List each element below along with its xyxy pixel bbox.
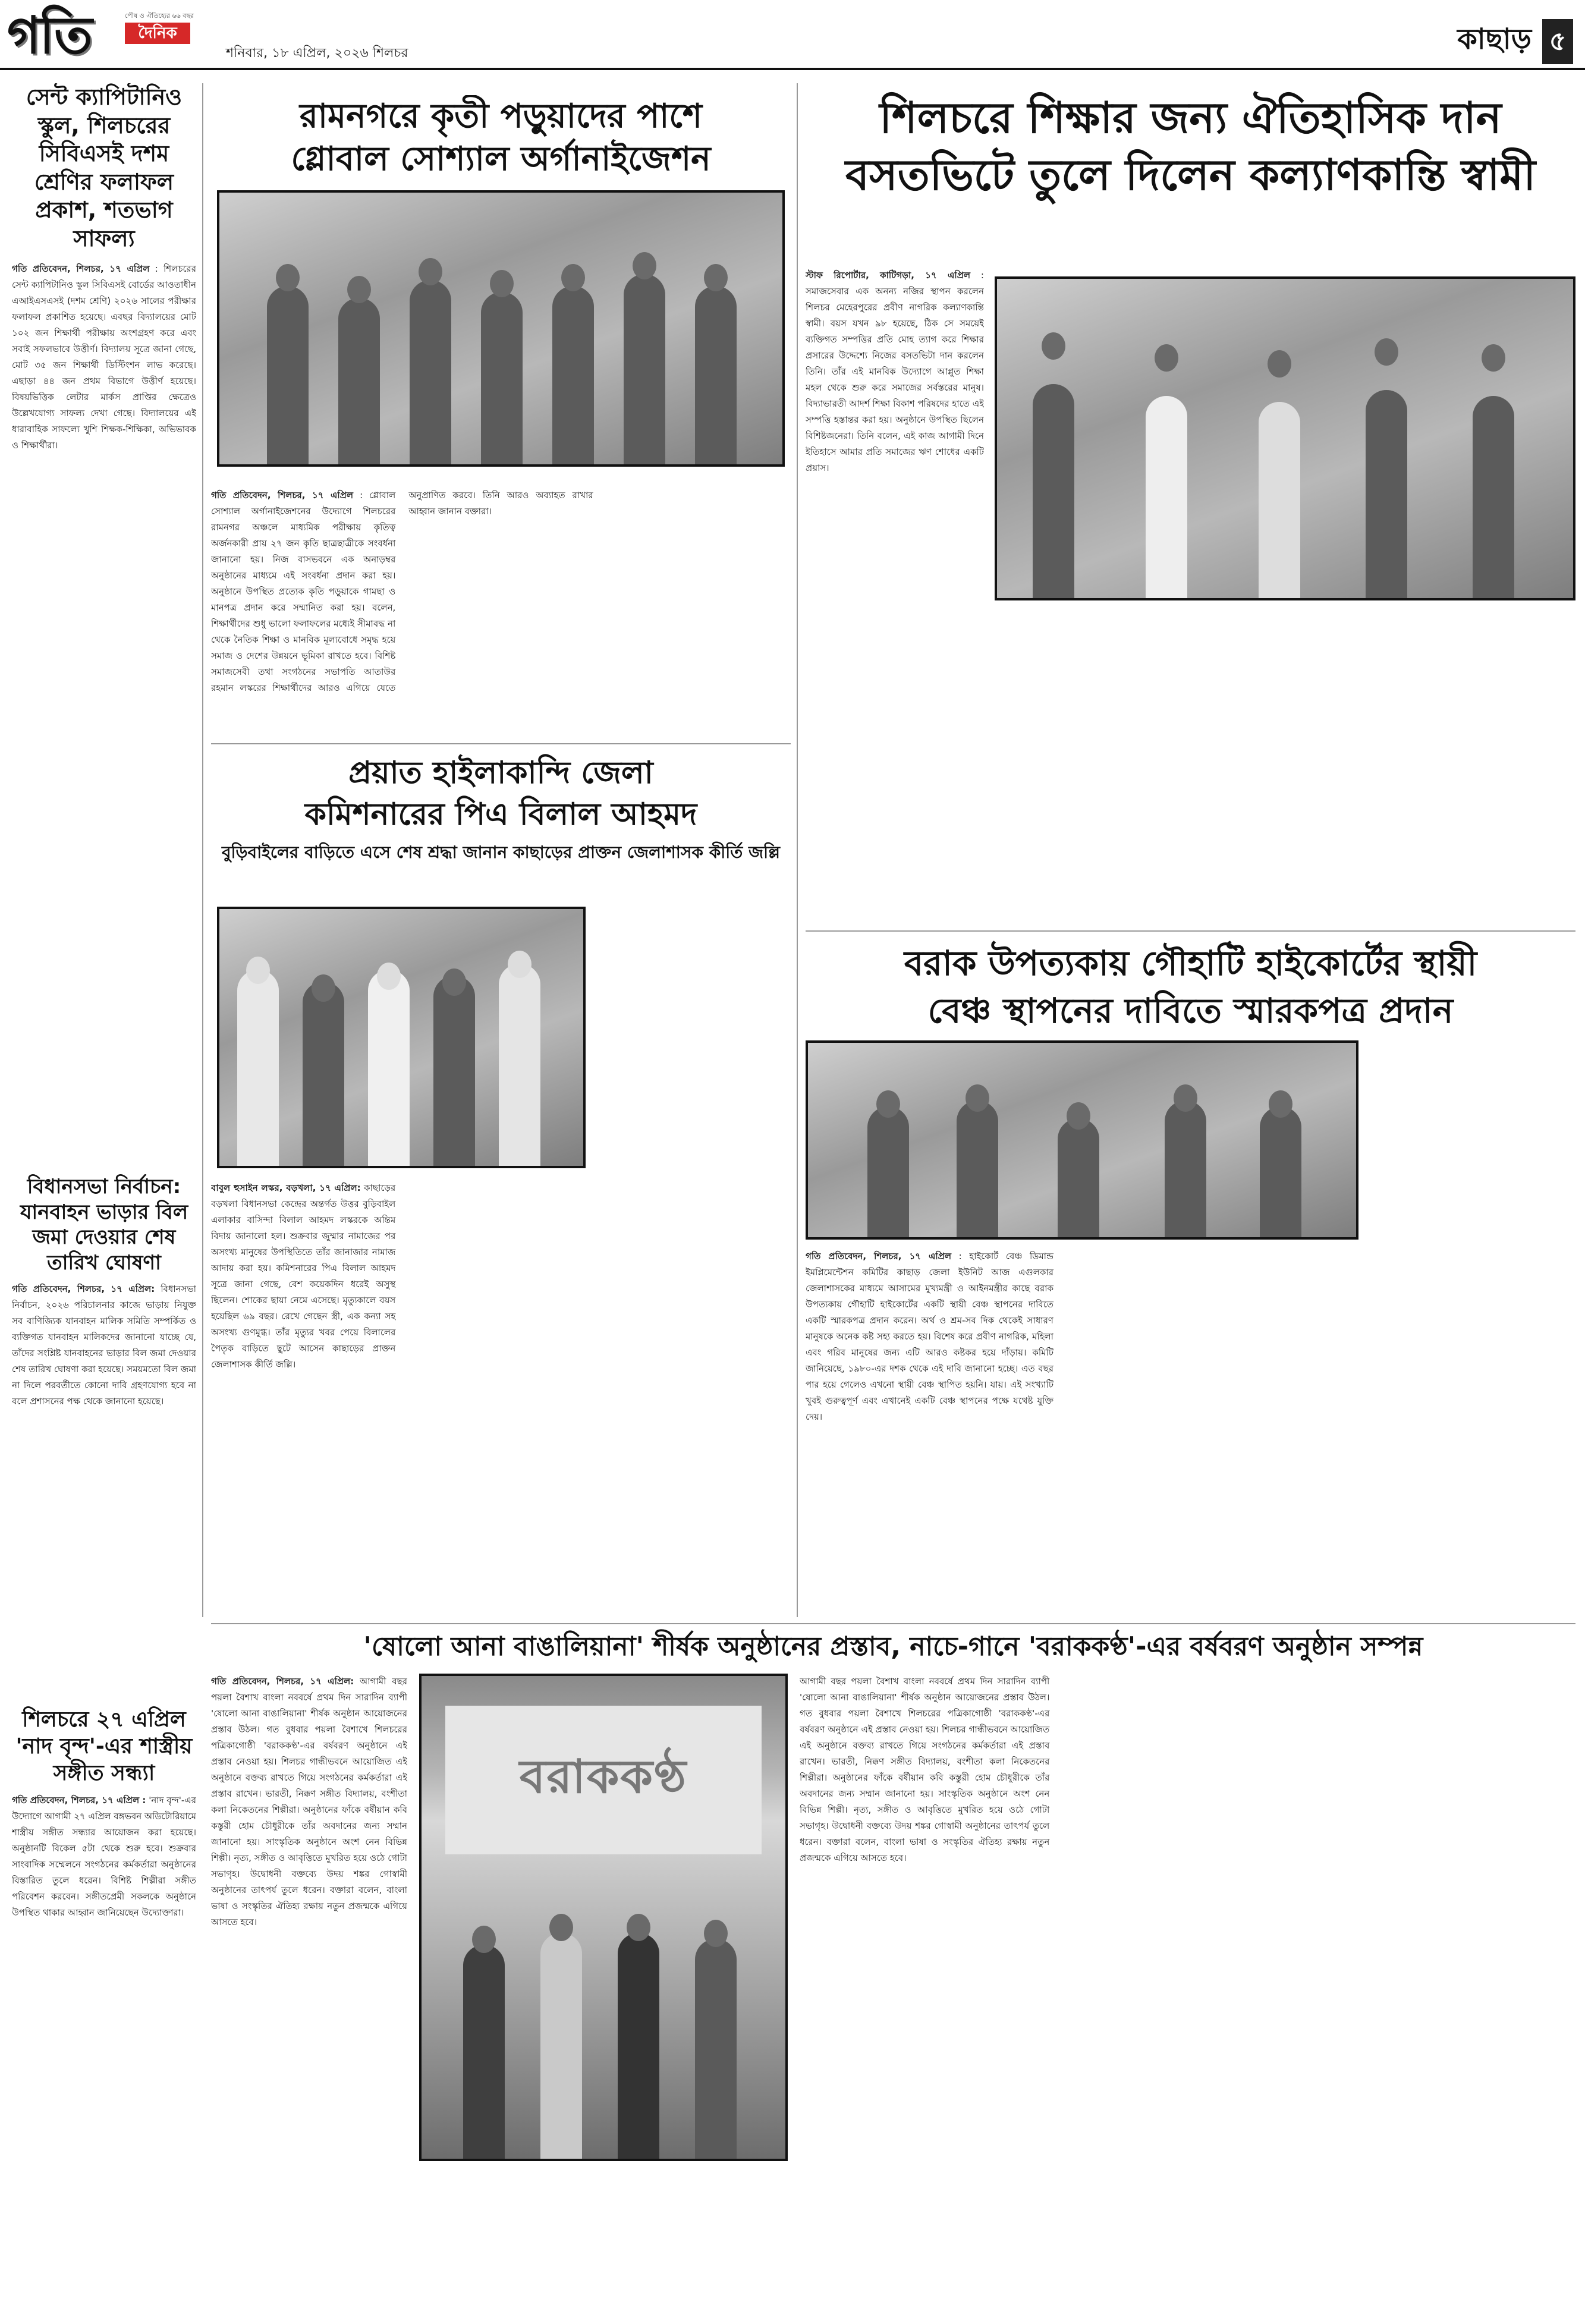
article-highcourt <box>806 939 1575 1617</box>
article-text: 'নাদ বৃন্দ'-এর উদ্যোগে আগামী ২৭ এপ্রিল বঙ্গভবন অডিটোরিয়ামে শাস্ত্রীয় সঙ্গীত সন্ধ্যার আয়োজন করা হয়েছে। অনুষ্ঠানটি বিকেল ৫টা থেকে শুরু হবে। শুক্রবার সাংবাদিক সম্মেলনে সংগঠনের কর্মকর্তারা অনুষ্ঠানের বিস্তারিত তুলে ধরেন। বিশিষ্ট শিল্পীরা সঙ্গীত পরিবেশন করবেন। সঙ্গীতপ্রেমী সকলকে অনুষ্ঠানে উপস্থিত থাকার আহ্বান জানিয়েছেন উদ্যোক্তারা। <box>12 1795 196 1918</box>
article-text: আগামী বছর পয়লা বৈশাখ বাংলা নববর্ষে প্রথম দিন সারাদিন ব্যাপী 'ষোলো আনা বাঙালিয়ানা' শীর্ষক অনুষ্ঠান আয়োজনের প্রস্তাব উঠল। গত বুধবার পয়লা বৈশাখে শিলচরের পত্রিকাগোষ্ঠী 'বরাককণ্ঠ'-এর বর্ষবরণ অনুষ্ঠানে এই প্রস্তাব নেওয়া হয়। শিলচর গান্ধীভবনে আয়োজিত এই অনুষ্ঠানে বক্তব্য রাখতে গিয়ে সংগঠনের কর্মকর্তারা এই প্রস্তাব রাখেন। ভারতী, নিক্কণ সঙ্গীত বিদ্যালয়, বংশীতা কলা নিকেতনের শিল্পীরা। অনুষ্ঠানের ফাঁকে বর্ষীয়ান কবি কস্তুরী হোম চৌধুরীকে তাঁর অবদানের জন্য সম্মান জানানো হয়। সাংস্কৃতিক অনুষ্ঠানে অংশ নেন বিভিন্ন শিল্পী। নৃত্য, সঙ্গীত ও আবৃত্তিতে মুখরিত হয়ে ওঠে গোটা সভাগৃহ। উদ্বোধনী বক্তব্যে উদয় শঙ্কর গোস্বামী অনুষ্ঠানের তাৎপর্য তুলে ধরেন। বক্তারা বলেন, বাংলা ভাষা ও সংস্কৃতির ঐতিহ্য রক্ষায় নতুন প্রজন্মকে এগিয়ে আসতে হবে। <box>211 1676 407 1927</box>
byline: গতি প্রতিবেদন, শিলচর, ১৭ এপ্রিল <box>12 263 150 274</box>
dateline: শনিবার, ১৮ এপ্রিল, ২০২৬ শিলচর <box>226 46 408 61</box>
section-title: কাছাড় <box>1457 23 1531 56</box>
photo-students-group <box>217 190 785 467</box>
headline-line-2: বসতভিটে তুলে দিলেন কল্যাণকান্তি স্বামী <box>845 150 1536 200</box>
dainik-badge <box>125 12 214 44</box>
masthead <box>0 0 1585 70</box>
article-ramnagar <box>211 95 791 737</box>
badge-tagline: পৌষ ও ঐতিহ্যের ৬৬ বছর <box>125 12 194 20</box>
article-body <box>12 1281 196 1410</box>
byline: বাবুল হুসাইন লস্কর, বড়খলা, ১৭ এপ্রিল: <box>211 1183 361 1193</box>
byline: গতি প্রতিবেদন, শিলচর, ১৭ এপ্রিল <box>806 1251 952 1262</box>
headline-line-2: গ্লোবাল সোশ্যাল অর্গানাইজেশন <box>291 140 711 178</box>
headline: শিলচরে ২৭ এপ্রিল 'নাদ বৃন্দ'-এর শাস্ত্রীয় সঙ্গীত সন্ধ্যা <box>15 1707 193 1785</box>
article-barak-kantha <box>211 1629 1575 2319</box>
column-divider <box>797 83 798 1617</box>
article-body <box>12 261 196 454</box>
article-election <box>12 1174 196 1697</box>
article-text: বিধানসভা নির্বাচন, ২০২৬ পরিচালনার কাজে ভাড়ায় নিযুক্ত সব বাণিজ্যিক যানবাহন মালিক সমিতি সম্পর্কিত ও ব্যক্তিগত যানবাহন মালিকদের জানানো যাচ্ছে যে, তাঁদের সংশ্লিষ্ট যানবাহনের ভাড়ার বিল জমা দেওয়ার শেষ তারিখ ঘোষণা করা হয়েছে। সময়মতো বিল জমা না দিলে পরবর্তীতে কোনো দাবি গ্রহণযোগ্য হবে না বলে প্রশাসনের পক্ষ থেকে জানানো হয়েছে। <box>12 1284 196 1407</box>
section-divider <box>211 743 791 744</box>
newspaper-logo: গতি <box>7 6 92 65</box>
article-donation <box>806 89 1575 927</box>
headline-line-1: বরাক উপত্যকায় গৌহাটি হাইকোর্টের স্থায়ী <box>904 943 1477 983</box>
photo-stage-event <box>419 1674 788 2161</box>
headline: সেন্ট ক্যাপিটানিও স্কুল, শিলচরের সিবিএসই দশম শ্রেণির ফলাফল প্রকাশ, শতভাগ সাফল্য <box>26 84 183 251</box>
section-divider <box>806 930 1575 932</box>
byline: গতি প্রতিবেদন, শিলচর, ১৭ এপ্রিল: <box>12 1284 155 1294</box>
article-body <box>12 1792 196 1921</box>
article-body <box>800 1674 1575 2316</box>
article-body <box>211 488 791 725</box>
article-text: : শিলচরের সেন্ট ক্যাপিটানিও স্কুল সিবিএসই বোর্ডের আওতাধীন এআইএসএসই (দশম শ্রেণি) ২০২৬ সালের পরীক্ষার ফলাফল প্রকাশিত হয়েছে। এবছর বিদ্যালয়ের মোট ১০২ জন শিক্ষার্থী পরীক্ষায় অংশগ্রহণ করে এবং সবাই সফলভাবে উত্তীর্ণ। বিদ্যালয় সূত্রে জানা গেছে, মোট ৩৫ জন শিক্ষার্থী ডিস্টিংশন লাভ করেছে। এছাড়া ৪৪ জন প্রথম বিভাগে উত্তীর্ণ হয়েছে। বিষয়ভিত্তিক লেটার মার্কস প্রাপ্তির ক্ষেত্রেও উল্লেখযোগ্য সাফল্য দেখা গেছে। বিদ্যালয়ের এই ধারাবাহিক সাফল্যে খুশি শিক্ষক-শিক্ষিকা, অভিভাবক ও শিক্ষার্থীরা। <box>12 263 196 451</box>
subheadline: বুড়িবাইলের বাড়িতে এসে শেষ শ্রদ্ধা জানান কাছাড়ের প্রাক্তন জেলাশাসক কীর্তি জল্লি <box>221 842 781 862</box>
byline: গতি প্রতিবেদন, শিলচর, ১৭ এপ্রিল <box>211 490 354 501</box>
section-divider <box>211 1623 1575 1624</box>
article-text: : সমাজসেবার এক অনন্য নজির স্থাপন করলেন শিলচর মেহেরপুরের প্রবীণ নাগরিক কল্যাণকান্তি স্বামী। বয়স যখন ৯৮ হয়েছে, ঠিক সে সময়েই ব্যক্তিগত সম্পত্তির প্রতি মোহ ত্যাগ করে শিক্ষার প্রসারের উদ্দেশ্যে নিজের বসতভিটা দান করলেন তিনি। তাঁর এই মানবিক উদ্যোগে আপ্লুত শিক্ষা মহল থেকে শুরু করে সমাজের সর্বস্তরের মানুষ। বিদ্যাভারতী আদর্শ শিক্ষা বিকাশ পরিষদের হাতে এই সম্পত্তি হস্তান্তর করা হয়। অনুষ্ঠানে উপস্থিত ছিলেন বিশিষ্টজনেরা। তিনি বলেন, এই কাজ আগামী দিনে ইতিহাসে আমার প্রতি সমাজের ঋণ শোধের একটি প্রয়াস। <box>806 270 984 473</box>
article-body-lead <box>806 268 984 791</box>
article-bilal <box>211 752 791 1620</box>
page-number: ৫ <box>1542 19 1573 64</box>
article-body <box>806 1249 1575 1611</box>
photo-mourners <box>217 907 586 1168</box>
article-text: আগামী বছর পয়লা বৈশাখ বাংলা নববর্ষে প্রথম দিন সারাদিন ব্যাপী 'ষোলো আনা বাঙালিয়ানা' শীর্ষক অনুষ্ঠান আয়োজনের প্রস্তাব উঠল। গত বুধবার পয়লা বৈশাখে শিলচরের পত্রিকাগোষ্ঠী 'বরাককণ্ঠ'-এর বর্ষবরণ অনুষ্ঠানে এই প্রস্তাব নেওয়া হয়। শিলচর গান্ধীভবনে আয়োজিত এই অনুষ্ঠানে বক্তব্য রাখতে গিয়ে সংগঠনের কর্মকর্তারা এই প্রস্তাব রাখেন। ভারতী, নিক্কণ সঙ্গীত বিদ্যালয়, বংশীতা কলা নিকেতনের শিল্পীরা। অনুষ্ঠানের ফাঁকে বর্ষীয়ান কবি কস্তুরী হোম চৌধুরীকে তাঁর অবদানের জন্য সম্মান জানানো হয়। সাংস্কৃতিক অনুষ্ঠানে অংশ নেন বিভিন্ন শিল্পী। নৃত্য, সঙ্গীত ও আবৃত্তিতে মুখরিত হয়ে ওঠে গোটা সভাগৃহ। উদ্বোধনী বক্তব্যে উদয় শঙ্কর গোস্বামী অনুষ্ঠানের তাৎপর্য তুলে ধরেন। বক্তারা বলেন, বাংলা ভাষা ও সংস্কৃতির ঐতিহ্য রক্ষায় নতুন প্রজন্মকে এগিয়ে আসতে হবে। <box>800 1676 1050 1863</box>
article-cbse <box>12 83 196 1165</box>
article-body-lead <box>211 1674 407 2316</box>
article-nad-brinda <box>12 1706 196 2319</box>
headline: বিধানসভা নির্বাচন: যানবাহন ভাড়ার বিল জমা দেওয়ার শেষ তারিখ ঘোষণা <box>20 1175 188 1275</box>
stage-banner <box>445 1706 762 1854</box>
article-text: : হাইকোর্ট বেঞ্চ ডিমান্ড ইমপ্লিমেন্টেশন কমিটির কাছাড় জেলা ইউনিট আজ এগুলকার জেলাশাসকের মাধ্যমে আসামের মুখ্যমন্ত্রী ও আইনমন্ত্রীর কাছে বরাক উপত্যকায় গৌহাটি হাইকোর্টের একটি স্থায়ী বেঞ্চ স্থাপনের দাবিতে একটি স্মারকপত্র প্রদান করেন। অর্থ ও শ্রম-সব দিক থেকেই সাধারণ মানুষকে অনেক কষ্ট সহ্য করতে হয়। বিশেষ করে প্রবীণ নাগরিক, মহিলা এবং গরিব মানুষের জন্য এটি আরও কষ্টকর হয়ে দাঁড়ায়। কমিটি জানিয়েছে, ১৯৮০-এর দশক থেকে এই দাবি জানানো হচ্ছে। এত বছর পার হয়ে গেলেও এখনো স্থায়ী বেঞ্চ স্থাপিত হয়নি। যায়। এই সংখ্যাটি খুবই গুরুত্বপূর্ণ এবং এখানেই একটি বেঞ্চ স্থাপনের পক্ষে যথেষ্ট যুক্তি দেয়। <box>806 1251 1053 1422</box>
badge-label: দৈনিক <box>125 23 190 44</box>
column-divider <box>202 83 203 1617</box>
headline: 'ষোলো আনা বাঙালিয়ানা' শীর্ষক অনুষ্ঠানের প্রস্তাব, নাচে-গানে 'বরাককণ্ঠ'-এর বর্ষবরণ অনুষ্ঠান সম্পন্ন <box>363 1631 1423 1662</box>
headline-line-1: শিলচরে শিক্ষার জন্য ঐতিহাসিক দান <box>879 93 1502 143</box>
article-text: : গ্লোবাল সোশ্যাল অর্গানাইজেশনের উদ্যোগে শিলচরের রামনগর অঞ্চলে মাধ্যমিক পরীক্ষায় কৃতিত্ব অর্জনকারী প্রায় ২৭ জন কৃতি ছাত্রছাত্রীকে সংবর্ধনা জানানো হয়। নিজ বাসভবনে এক অনাড়ম্বর অনুষ্ঠানের মাধ্যমে এই সংবর্ধনা প্রদান করা হয়। অনুষ্ঠানে উপস্থিত প্রত্যেক কৃতি পড়ুয়াকে গামছা ও মানপত্র প্রদান করে সম্মানিত করা হয়। বলেন, শিক্ষার্থীদের শুধু ভালো ফলাফলের মধ্যেই সীমাবদ্ধ না থেকে নৈতিক শিক্ষা ও মানবিক মূল্যবোধে সমৃদ্ধ হয়ে সমাজ ও দেশের উন্নয়নে ভূমিকা রাখতে হবে। বিশিষ্ট সমাজসেবী তথা সংগঠনের সভাপতি আতাউর রহমান লস্করের শিক্ষার্থীদের আরও এগিয়ে যেতে অনুপ্রাণিত করবে। তিনি আরও অব্যাহত রাখার আহ্বান জানান বক্তারা। <box>211 490 593 693</box>
headline-line-2: কমিশনারের পিএ বিলাল আহমদ <box>304 797 697 832</box>
headline-line-1: রামনগরে কৃতী পড়ুয়াদের পাশে <box>299 97 703 136</box>
article-body <box>211 1180 791 1608</box>
byline: গতি প্রতিবেদন, শিলচর, ১৭ এপ্রিল : <box>12 1795 146 1806</box>
headline-line-1: প্রয়াত হাইলাকান্দি জেলা <box>348 755 653 791</box>
photo-memorandum <box>806 1040 1358 1240</box>
headline-line-2: বেঞ্চ স্থাপনের দাবিতে স্মারকপত্র প্রদান <box>927 990 1454 1031</box>
byline: গতি প্রতিবেদন, শিলচর, ১৭ এপ্রিল: <box>211 1676 354 1687</box>
photo-donation-ceremony <box>995 276 1575 600</box>
article-text: কাছাড়ের বড়খলা বিধানসভা কেন্দ্রের অন্তর্গত উত্তর বুড়িবাইল এলাকার বাসিন্দা বিলাল আহমদ লস্করকে অন্তিম বিদায় জানালো হল। শুক্রবার জুম্মার নামাজের পর অসংখ্য মানুষের উপস্থিতিতে তাঁর জানাজার নামাজ আদায় করা হয়। কমিশনারের পিএ বিলাল আহমদ সূত্রে জানা গেছে, বেশ কয়েকদিন ধরেই অসুস্থ ছিলেন। শোকের ছায়া নেমে এসেছে। মৃত্যুকালে বয়স হয়েছিল ৬৯ বছর। রেখে গেছেন স্ত্রী, এক কন্যা সহ অসংখ্য গুণমুগ্ধ। তাঁর মৃত্যুর খবর পেয়ে বিলালের পৈতৃক বাড়িতে ছুটে আসেন কাছাড়ের প্রাক্তন জেলাশাসক কীর্তি জল্লি। <box>211 1183 396 1370</box>
byline: স্টাফ রিপোর্টার, কাটিগড়া, ১৭ এপ্রিল <box>806 270 971 281</box>
stage-banner-text: বরাককণ্ঠ <box>519 1750 688 1804</box>
